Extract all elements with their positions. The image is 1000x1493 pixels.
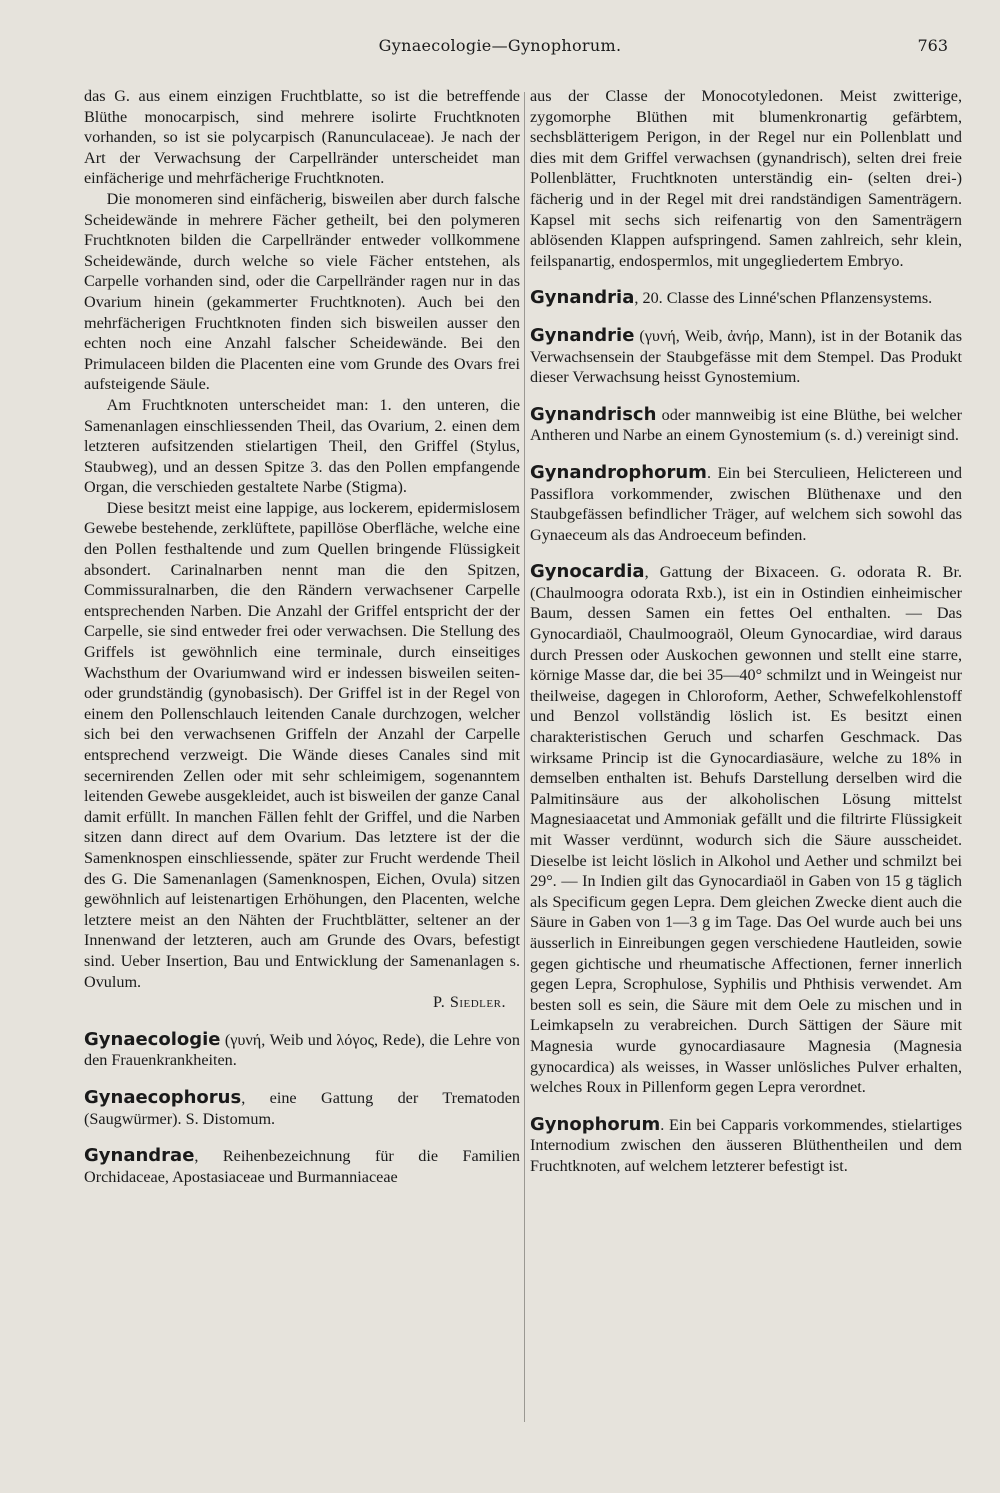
- headword: Gynandria: [530, 287, 635, 309]
- entry-text: (γυνή, Weib und λόγος, Rede), die Lehre von den Frauenkrankheiten.: [84, 1030, 520, 1070]
- entry-gynandria: [530, 288, 962, 309]
- headword: Gynandrae: [84, 1145, 195, 1167]
- entry-gynocardia: [530, 562, 962, 1097]
- entry-text: , eine Gattung der Trematoden (Saugwürmer). S. Distomum.: [84, 1088, 520, 1128]
- paragraph: Diese besitzt meist eine lappige, aus lockerem, epidermislosem Gewebe bestehende, zerklüftete, papillöse Oberfläche, welche eine den Pollen festhaltende und zum Quellen bringende Flüssigkeit absondert. Carinalnarben nennt man die den Spitzen, Commissuralnarben, die den Rändern verwachsener Carpelle entsprechenden Narben. Die Anzahl der Griffel entspricht der der Carpelle, sie sind entweder frei oder verwachsen. Die Stellung des Griffels ist gewöhnlich eine terminale, durch einseitiges Wachsthum der Ovariumwand wird er indessen bisweilen seiten- oder grundständig (gynobasisch). Der Griffel ist in der Regel von einem den Pollenschlauch leitenden Canale durchzogen, welcher sich bei den verwachsenen Griffeln der Anzahl der Carpelle entsprechend verzweigt. Die Wände dieses Canales sind mit secernirenden Zellen oder mit sehr schleimigem, sogenanntem leitenden Gewebe ausgekleidet, auch ist bisweilen der ganze Canal damit erfüllt. In manchen Fällen fehlt der Griffel, und die Narben sitzen dann direct auf dem Ovarium. Das letztere ist der die Samenknospen einschliessende, später zur Frucht werdende Theil des G. Die Samenanlagen (Samenknospen, Eichen, Ovula) sitzen gewöhnlich auf leistenartigen Erhöhungen, den Placenten, welche letztere meist an den Nähten der Fruchtblätter, seltener an der Innenwand der letzteren, auch am Grunde des Ovars, befestigt sind. Ueber Insertion, Bau und Entwicklung der Samenanlagen s. Ovulum.: [84, 498, 520, 991]
- entry-gynandrae: [84, 1146, 520, 1187]
- headword: Gynaecophorus: [84, 1086, 242, 1108]
- paragraph: Am Fruchtknoten unterscheidet man: 1. den unteren, die Samenanlagen einschliessenden Theil, das Ovarium, 2. einen dem letzteren aufsitzenden stielartigen Theil, den Griffel (Stylus, Staubweg), und an dessen Spitze 3. das den Pollen empfangende Organ, die verschieden gestaltete Narbe (Stigma).: [84, 395, 520, 497]
- entry-text: (γυνή, Weib, ἀνήρ, Mann), ist in der Botanik das Verwachsensein der Staubgefässe mit dem Stempel. Das Produkt dieser Verwachsung heisst Gynostemium.: [530, 326, 962, 387]
- page-number: 763: [917, 36, 948, 55]
- entry-gynaecologie: [84, 1030, 520, 1071]
- entry-text: . Ein bei Sterculieen, Helictereen und Passiflora vorkommender, zwischen Blüthenaxe und den Staubgefässen befindlicher Träger, auf welchem sich sowohl das Gynaeceum als das Androeceum befinden.: [530, 463, 962, 544]
- headword: Gynocardia: [530, 561, 645, 583]
- page-header: [0, 36, 1000, 60]
- headword: Gynaecologie: [84, 1028, 221, 1050]
- headword: Gynandrie: [530, 324, 635, 346]
- right-column: [530, 86, 962, 1466]
- column-divider: [524, 92, 525, 1422]
- headword: Gynophorum: [530, 1113, 661, 1135]
- entry-text: oder mannweibig ist eine Blüthe, bei welcher Antheren und Narbe an einem Gynostemium (s. d.) vereinigt sind.: [530, 405, 962, 445]
- headword: Gynandrisch: [530, 403, 657, 425]
- entry-gynophorum: [530, 1115, 962, 1177]
- entry-text: . Ein bei Capparis vorkommendes, stielartiges Internodium zwischen den äusseren Blüthentheilen und dem Fruchtknoten, auf welchem letzterer befestigt ist.: [530, 1115, 962, 1175]
- left-column: [84, 86, 520, 1466]
- author-signature: P. Siedler.: [433, 993, 506, 1012]
- entry-text: , Reihenbezeichnung für die Familien Orchidaceae, Apostasiaceae und Burmanniaceae: [84, 1147, 520, 1186]
- headword: Gynandrophorum: [530, 461, 707, 483]
- entry-text: , 20. Classe des Linné'schen Pflanzensystems.: [634, 289, 933, 308]
- paragraph: Die monomeren sind einfächerig, bisweilen aber durch falsche Scheidewände in mehrere Fächer getheilt, bei den polymeren Fruchtknoten bilden die Carpellränder entweder vollkommene Scheidewände, durch welche so viele Fächer entstehen, als Carpelle vorhanden sind, oder die Carpellränder ragen nur in das Ovarium hinein (gekammerter Fruchtknoten). Auch bei den mehrfächerigen Fruchtknoten finden sich bisweilen ausser den echten noch eine Anzahl falscher Scheidewände. Bei den Primulaceen bilden die Placenten eine vom Grunde des Ovars frei aufsteigende Säule.: [84, 189, 520, 394]
- entry-gynandrophorum: [530, 463, 962, 545]
- entry-gynaecophorus: [84, 1088, 520, 1129]
- entry-text: , Gattung der Bixaceen. G. odorata R. Br. (Chaulmoogra odorata Rxb.), ist ein in Ostindien einheimischer Baum, dessen Samen ein fettes Oel enthalten. — Das Gynocardiaöl, Chaulmoograöl, Oleum Gynocardiae, wird daraus durch Pressen oder Auskochen gewonnen und stellt eine starre, körnige Masse dar, die bei 35—40° schmilzt und in Weingeist nur theilweise, dagegen in Chloroform, Aether, Schwefelkohlenstoff und Benzol vollständig löslich ist. Es besitzt einen charakteristischen Geruch und scharfen Geschmack. Das wirksame Princip ist die Gynocardiasäure, welche zu 18% in demselben enthalten ist. Behufs Darstellung derselben wird die Palmitinsäure aus der alkoholischen Lösung mittelst Magnesiaacetat und Ammoniak gefällt und die filtrirte Flüssigkeit mit Wasser verdünnt, wodurch sich die Säure ausscheidet. Dieselbe ist leicht löslich in Alkohol und Aether und schmilzt bei 29°. — In Indien gilt das Gynocardiaöl in Gaben von 15 g täglich als Specificum gegen Lepra. Dem gleichen Zwecke dient auch die Säure in Gaben von 1—3 g im Tage. Das Oel wurde auch bei uns äusserlich in Einreibungen gegen verschiedene Hautleiden, sowie gegen gichtische und rheumatische Affectionen, ferner innerlich gegen Lepra, Scrophulose, Syphilis und Phthisis verwendet. Am besten soll es sein, die Säure mit dem Oele zu mischen und in Leimkapseln zu verabreichen. Durch Sättigen der Säure mit Magnesia wurde gynocardiasaure Magnesia (Magnesia gynocardica) als weisses, in Wasser unlösliches Pulver erhalten, welches Roux in Pillenform gegen Lepra verordnet.: [530, 563, 962, 1097]
- paragraph: aus der Classe der Monocotyledonen. Meist zwitterige, zygomorphe Blüthen mit blumenkronartig gefärbtem, sechsblätterigem Perigon, in der Regel nur ein Pollenblatt und dies mit dem Griffel verwachsen (gynandrisch), selten drei freie Pollenblätter, Fruchtknoten unterständig ein- (selten drei-) fächerig und in der Regel mit drei randständigen Samenträgern. Kapsel mit sechs sich reifenartig von den Samenträgern ablösenden Klappen aufspringend. Samen zahlreich, sehr klein, feilspanartig, endospermlos, mit ungegliedertem Embryo.: [530, 87, 962, 270]
- paragraph: das G. aus einem einzigen Fruchtblatte, so ist die betreffende Blüthe monocarpisch, sind mehrere isolirte Fruchtknoten vorhanden, so ist sie polycarpisch (Ranunculaceae). Je nach der Art der Verwachsung der Carpellränder unterscheidet man einfächerige und mehrfächerige Fruchtknoten.: [84, 87, 520, 188]
- entry-gynandrisch: [530, 405, 962, 446]
- entry-gynandrie: [530, 326, 962, 388]
- running-title: Gynaecologie—Gynophorum.: [378, 36, 622, 55]
